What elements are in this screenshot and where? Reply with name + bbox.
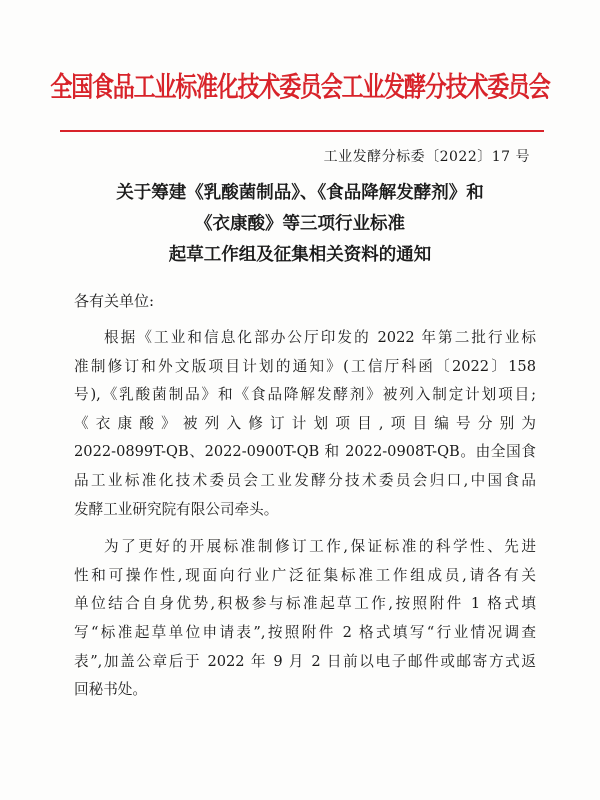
title-line: 起草工作组及征集相关资料的通知 xyxy=(168,245,432,265)
body-text xyxy=(74,324,536,705)
paragraph-line: 号),《乳酸菌制品》和《食品降解发酵剂》被列入制定计划项目; xyxy=(74,386,536,404)
paragraph-line: 《衣康酸》被列入修订计划项目,项目编号分别为 xyxy=(74,414,536,432)
paragraph-line: 根据《工业和信息化部办公厅印发的 2022 年第二批行业标 xyxy=(104,329,536,346)
paragraph-line: 回秘书处。 xyxy=(74,681,147,699)
title-line: 关于筹建《乳酸菌制品》、《食品降解发酵剂》和 xyxy=(116,183,484,203)
letterhead-red-rule xyxy=(60,130,544,132)
paragraph-line: 发酵工业研究院有限公司牵头。 xyxy=(74,500,279,518)
document-number: 工业发酵分标委〔2022〕17 号 xyxy=(323,149,530,165)
paragraph-line: 写“标准起草单位申请表”,按照附件 2 格式填写“行业情况调查 xyxy=(74,623,536,641)
document-title xyxy=(50,178,550,271)
paragraph-line: 性和可操作性,现面向行业广泛征集标准工作组成员,请各有关 xyxy=(74,566,536,584)
paragraph-line: 2022-0899T-QB、2022-0900T-QB 和 2022-0908T-QB。由全国食 xyxy=(74,443,536,461)
paragraph-line: 品工业标准化技术委员会工业发酵分技术委员会归口,中国食品 xyxy=(74,471,536,489)
paragraph-line: 表”,加盖公章后于 2022 年 9 月 2 日前以电子邮件或邮寄方式返 xyxy=(74,652,536,670)
salutation: 各有关单位: xyxy=(74,292,155,310)
paragraph-line: 为了更好的开展标准制修订工作,保证标准的科学性、先进 xyxy=(104,538,536,556)
letterhead-title: 全国食品工业标准化技术委员会工业发酵分技术委员会 xyxy=(50,71,550,104)
paragraph-line: 单位结合自身优势,积极参与标准起草工作,按照附件 1 格式填 xyxy=(74,595,536,613)
title-line: 《衣康酸》等三项行业标准 xyxy=(195,214,405,234)
paragraph-line: 准制修订和外文版项目计划的通知》(工信厅科函〔2022〕158 xyxy=(74,357,536,375)
